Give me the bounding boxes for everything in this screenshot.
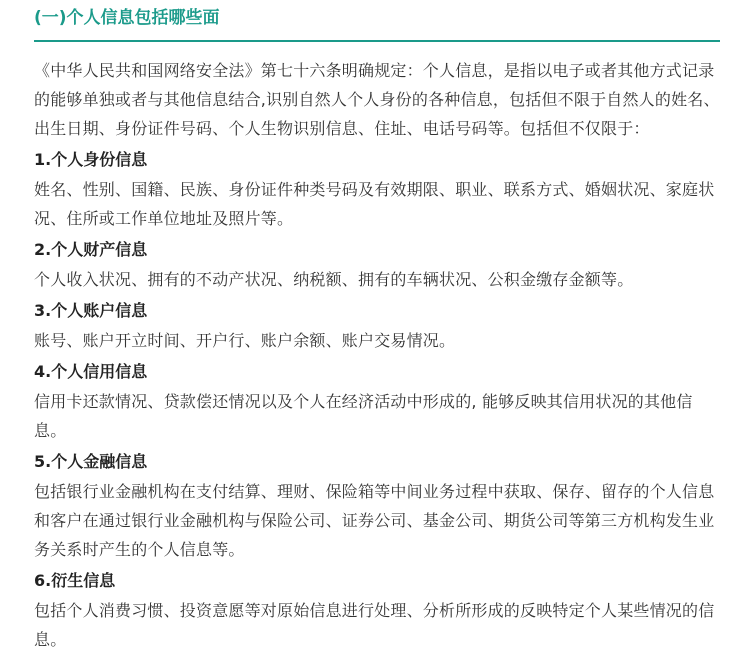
item-heading-identity: 1.个人身份信息 [34,150,148,169]
item-body-credit: 信用卡还款情况、贷款偿还情况以及个人在经济活动中形成的, 能够反映其信用状况的其他信息。 [34,392,693,440]
item-body-account: 账号、账户开立时间、开户行、账户余额、账户交易情况。 [34,331,456,350]
item-body-identity: 姓名、性别、国籍、民族、身份证件种类号码及有效期限、职业、联系方式、婚姻状况、家庭状况、住所或工作单位地址及照片等。 [34,180,715,228]
section-title: (一)个人信息包括哪些面 [34,8,220,28]
item-body-financial: 包括银行业金融机构在支付结算、理财、保险箱等中间业务过程中获取、保存、留存的个人信息和客户在通过银行业金融机构与保险公司、证券公司、基金公司、期货公司等第三方机构发生业务关系时产生的个人信息等。 [34,482,715,559]
item-body-derived: 包括个人消费习惯、投资意愿等对原始信息进行处理、分析所形成的反映特定个人某些情况的信息。 [34,601,715,649]
item-heading-financial: 5.个人金融信息 [34,452,148,471]
intro-paragraph: 《中华人民共和国网络安全法》第七十六条明确规定：个人信息，是指以电子或者其他方式记录的能够单独或者与其他信息结合,识别自然人个人身份的各种信息，包括但不限于自然人的姓名、出生日期、身份证件号码、个人生物识别信息、住址、电话号码等。包括但不仅限于： [34,61,720,138]
item-heading-property: 2.个人财产信息 [34,240,148,259]
item-heading-account: 3.个人账户信息 [34,301,148,320]
item-heading-credit: 4.个人信用信息 [34,362,148,381]
item-body-property: 个人收入状况、拥有的不动产状况、纳税额、拥有的车辆状况、公积金缴存金额等。 [34,270,634,289]
item-heading-derived: 6.衍生信息 [34,571,116,590]
title-divider [34,40,720,42]
